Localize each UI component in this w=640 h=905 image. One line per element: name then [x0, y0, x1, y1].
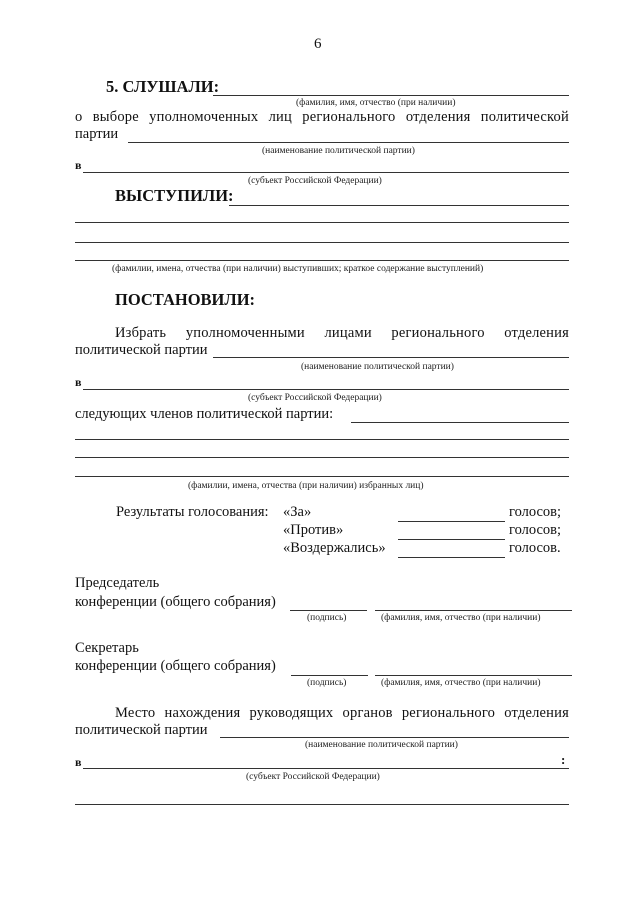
spoke-field-2[interactable]: [75, 222, 569, 223]
resolved-label: ПОСТАНОВИЛИ:: [115, 290, 256, 309]
word: отделения: [504, 705, 569, 721]
secretary-title: Секретарь: [75, 640, 139, 656]
spoke-field-3[interactable]: [75, 242, 569, 243]
location-in-label: в: [75, 755, 82, 769]
spoke-caption: (фамилии, имена, отчества (при наличии) выступивших; краткое содержание выступлений): [112, 264, 484, 274]
secretary-sign-caption: (подпись): [307, 678, 347, 688]
members-caption: (фамилии, имена, отчества (при наличии) избранных лиц): [188, 481, 424, 491]
vote-option-against: «Против»: [283, 522, 344, 538]
secretary-name-caption: (фамилия, имя, отчество (при наличии): [381, 678, 541, 688]
voting-label: Результаты голосования:: [116, 504, 269, 520]
location-subject-field[interactable]: [83, 768, 569, 769]
word: отделения: [504, 325, 569, 341]
resolved-in-label: в: [75, 375, 82, 389]
location-subject-caption: (субъект Российской Федерации): [246, 772, 380, 782]
spoke-field-1[interactable]: [229, 205, 569, 206]
party-caption: (наименование политической партии): [262, 146, 415, 156]
word: регионального: [401, 705, 496, 721]
spoke-field-4[interactable]: [75, 260, 569, 261]
word: органов: [342, 705, 393, 721]
page-number: 6: [314, 36, 322, 52]
word: регионального: [302, 109, 396, 125]
elect-line: [115, 325, 569, 342]
secretary-signature-field[interactable]: [291, 675, 368, 676]
secretary-role: конференции (общего собрания): [75, 658, 276, 674]
vote-for-field[interactable]: [398, 521, 505, 522]
chairman-role: конференции (общего собрания): [75, 594, 276, 610]
party-label: партии: [75, 126, 119, 142]
vote-abstain-suffix: голосов.: [509, 540, 561, 556]
word: отделения: [405, 109, 471, 125]
resolved-party-field[interactable]: [213, 357, 569, 358]
members-field-3[interactable]: [75, 457, 569, 458]
word: выборе: [92, 109, 139, 125]
vote-for-suffix: голосов;: [509, 504, 562, 520]
location-line: [115, 705, 569, 722]
chairman-signature-field[interactable]: [290, 610, 367, 611]
vote-option-for: «За»: [283, 504, 312, 520]
vote-option-abstain: «Воздержались»: [283, 540, 386, 556]
vote-against-suffix: голосов;: [509, 522, 562, 538]
word: лицами: [324, 325, 372, 341]
resolved-party-label: политической партии: [75, 342, 208, 358]
spoke-label: ВЫСТУПИЛИ:: [115, 186, 234, 205]
location-party-label: политической партии: [75, 722, 208, 738]
chairman-name-field[interactable]: [375, 610, 572, 611]
resolved-subject-field[interactable]: [83, 389, 569, 390]
members-field-2[interactable]: [75, 439, 569, 440]
word: политической: [480, 109, 569, 125]
subject-field[interactable]: [83, 172, 569, 173]
word: нахождения: [164, 705, 241, 721]
chairman-sign-caption: (подпись): [307, 613, 347, 623]
resolved-party-caption: (наименование политической партии): [301, 362, 454, 372]
word: о: [75, 109, 83, 125]
word: Место: [115, 705, 156, 721]
word: уполномоченными: [185, 325, 305, 341]
secretary-name-field[interactable]: [375, 675, 572, 676]
word: Избрать: [115, 325, 167, 341]
vote-against-field[interactable]: [398, 539, 505, 540]
members-field-4[interactable]: [75, 476, 569, 477]
word: регионального: [391, 325, 485, 341]
about-line: [75, 109, 569, 126]
heard-name-field[interactable]: [213, 95, 569, 96]
party-name-field[interactable]: [128, 142, 569, 143]
word: уполномоченных: [149, 109, 259, 125]
vote-abstain-field[interactable]: [398, 557, 505, 558]
heard-label: 5. СЛУШАЛИ:: [106, 77, 220, 96]
in-label: в: [75, 158, 82, 172]
subject-caption: (субъект Российской Федерации): [248, 176, 382, 186]
resolved-subject-caption: (субъект Российской Федерации): [248, 393, 382, 403]
location-extra-field[interactable]: [75, 804, 569, 805]
location-party-caption: (наименование политической партии): [305, 740, 458, 750]
chairman-name-caption: (фамилия, имя, отчество (при наличии): [381, 613, 541, 623]
word: руководящих: [249, 705, 334, 721]
members-field-1[interactable]: [351, 422, 569, 423]
heard-caption: (фамилия, имя, отчество (при наличии): [296, 98, 456, 108]
location-end-mark: :: [561, 752, 566, 767]
chairman-title: Председатель: [75, 575, 160, 591]
word: лиц: [268, 109, 292, 125]
location-party-field[interactable]: [220, 737, 569, 738]
members-label: следующих членов политической партии:: [75, 406, 334, 422]
